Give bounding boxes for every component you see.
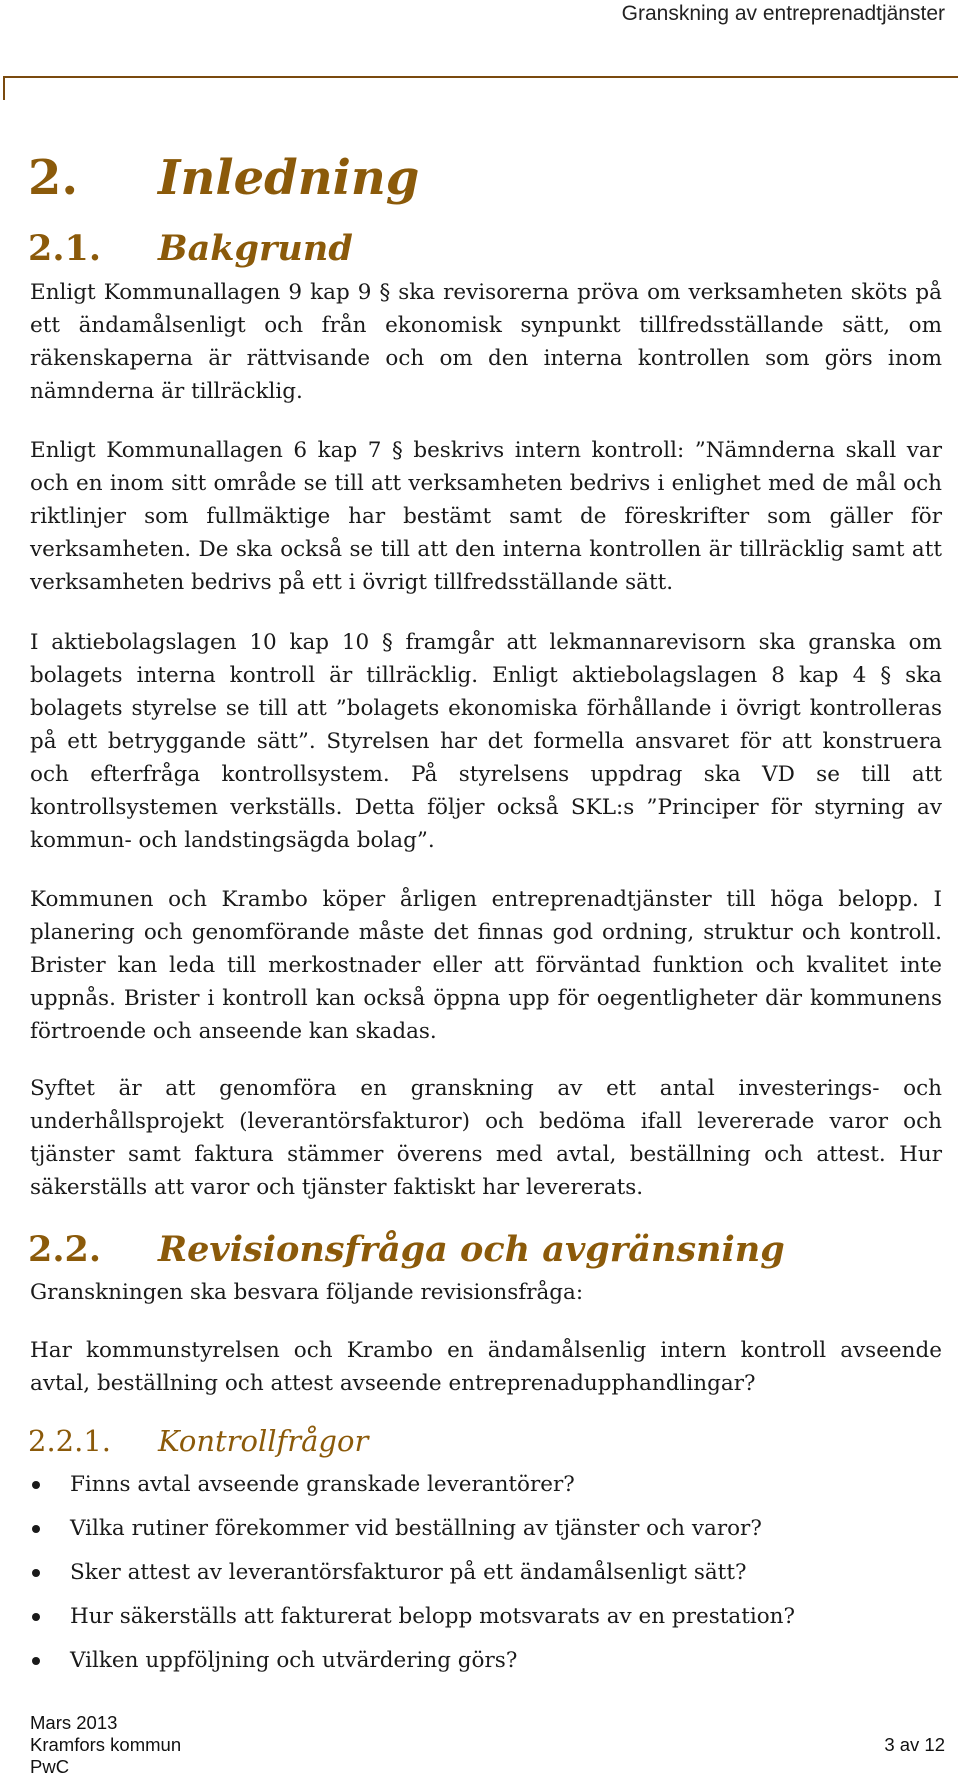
footer-organization: Kramfors kommun	[30, 1734, 182, 1755]
section-heading-2-2-1	[28, 1424, 368, 1458]
section-title: Inledning	[158, 150, 420, 206]
list-item	[30, 1644, 942, 1688]
footer-date: Mars 2013	[30, 1712, 118, 1733]
list-item-text: Finns avtal avseende granskade leverantörer?	[70, 1472, 575, 1497]
footer-page-number: 3 av 12	[884, 1734, 945, 1755]
section-heading-2-2	[28, 1229, 785, 1270]
list-item	[30, 1600, 942, 1644]
list-item	[30, 1468, 942, 1512]
footer-firm: PwC	[30, 1756, 70, 1777]
section-number: 2.1.	[28, 228, 102, 269]
paragraph-kommunallagen-9-kap: Enligt Kommunallagen 9 kap 9 § ska revisorerna pröva om verksamheten sköts på ett ändamålsenligt och från ekonomisk synpunkt tillfredsställande sätt, om räkenskaperna är rättvisande och om den interna kontrollen som görs inom nämnderna är tillräcklig.	[30, 280, 942, 404]
section-title: Revisionsfråga och avgränsning	[158, 1229, 785, 1270]
header-rule	[3, 76, 958, 78]
list-item-text: Vilka rutiner förekommer vid beställning av tjänster och varor?	[70, 1516, 762, 1541]
running-header-title: Granskning av entreprenadtjänster	[621, 2, 945, 25]
section-number: 2.	[28, 150, 79, 206]
footer-left	[30, 1712, 181, 1778]
section-title: Kontrollfrågor	[158, 1424, 369, 1458]
paragraph-revisionsfraga-intro: Granskningen ska besvara följande revisionsfråga:	[30, 1280, 584, 1305]
list-item-text: Hur säkerställs att fakturerat belopp motsvarats av en prestation?	[70, 1604, 796, 1629]
list-item-text: Vilken uppföljning och utvärdering görs?	[70, 1648, 518, 1673]
paragraph-revisionsfraga: Har kommunstyrelsen och Krambo en ändamålsenlig intern kontroll avseende avtal, beställning och attest avseende entreprenadupphandlingar?	[30, 1338, 942, 1396]
bullet-icon	[32, 1569, 40, 1577]
list-item	[30, 1556, 942, 1600]
section-heading-2-1	[28, 228, 353, 269]
section-number: 2.2.	[28, 1229, 102, 1270]
bullet-icon	[32, 1481, 40, 1489]
bullet-icon	[32, 1613, 40, 1621]
list-item	[30, 1512, 942, 1556]
section-heading-2	[28, 150, 419, 206]
paragraph-aktiebolagslagen: I aktiebolagslagen 10 kap 10 § framgår att lekmannarevisorn ska granska om bolagets interna kontroll är tillräcklig. Enligt aktiebolagslagen 8 kap 4 § ska bolagets styrelse se till att ”bolagets ekonomiska förhållande i övrigt kontrolleras på ett betryggande sätt”. Styrelsen har det formella ansvaret för att konstruera och efterfråga kontrollsystem. På styrelsens uppdrag ska VD se till att kontrollsystemen verkställs. Detta följer också SKL:s ”Principer för styrning av kommun- och landstingsägda bolag”.	[30, 630, 942, 853]
paragraph-entreprenadtjanster: Kommunen och Krambo köper årligen entreprenadtjänster till höga belopp. I planering och genomförande måste det finnas god ordning, struktur och kontroll. Brister kan leda till merkostnader eller att förväntad funktion och kvalitet inte uppnås. Brister i kontroll kan också öppna upp för oegentligheter där kommunens förtroende och anseende kan skadas.	[30, 887, 942, 1044]
bullet-icon	[32, 1657, 40, 1665]
paragraph-syfte: Syftet är att genomföra en granskning av ett antal investerings- och underhållsprojekt (leverantörsfakturor) och bedöma ifall levererade varor och tjänster samt faktura stämmer överens med avtal, beställning och attest. Hur säkerställs att varor och tjänster faktiskt har levererats.	[30, 1076, 942, 1200]
section-title: Bakgrund	[158, 228, 353, 269]
bullet-icon	[32, 1525, 40, 1533]
paragraph-kommunallagen-6-kap: Enligt Kommunallagen 6 kap 7 § beskrivs intern kontroll: ”Nämnderna skall var och en inom sitt område se till att verksamheten bedrivs i enlighet med de mål och riktlinjer som fullmäktige har bestämt samt de föreskrifter som gäller för verksamheten. De ska också se till att den interna kontrollen är tillräcklig samt att verksamheten bedrivs på ett i övrigt tillfredsställande sätt.	[30, 438, 942, 595]
control-questions-list	[30, 1468, 942, 1688]
section-number: 2.2.1.	[28, 1424, 112, 1458]
header-rule-tick	[3, 76, 5, 100]
list-item-text: Sker attest av leverantörsfakturor på ett ändamålsenligt sätt?	[70, 1560, 747, 1585]
